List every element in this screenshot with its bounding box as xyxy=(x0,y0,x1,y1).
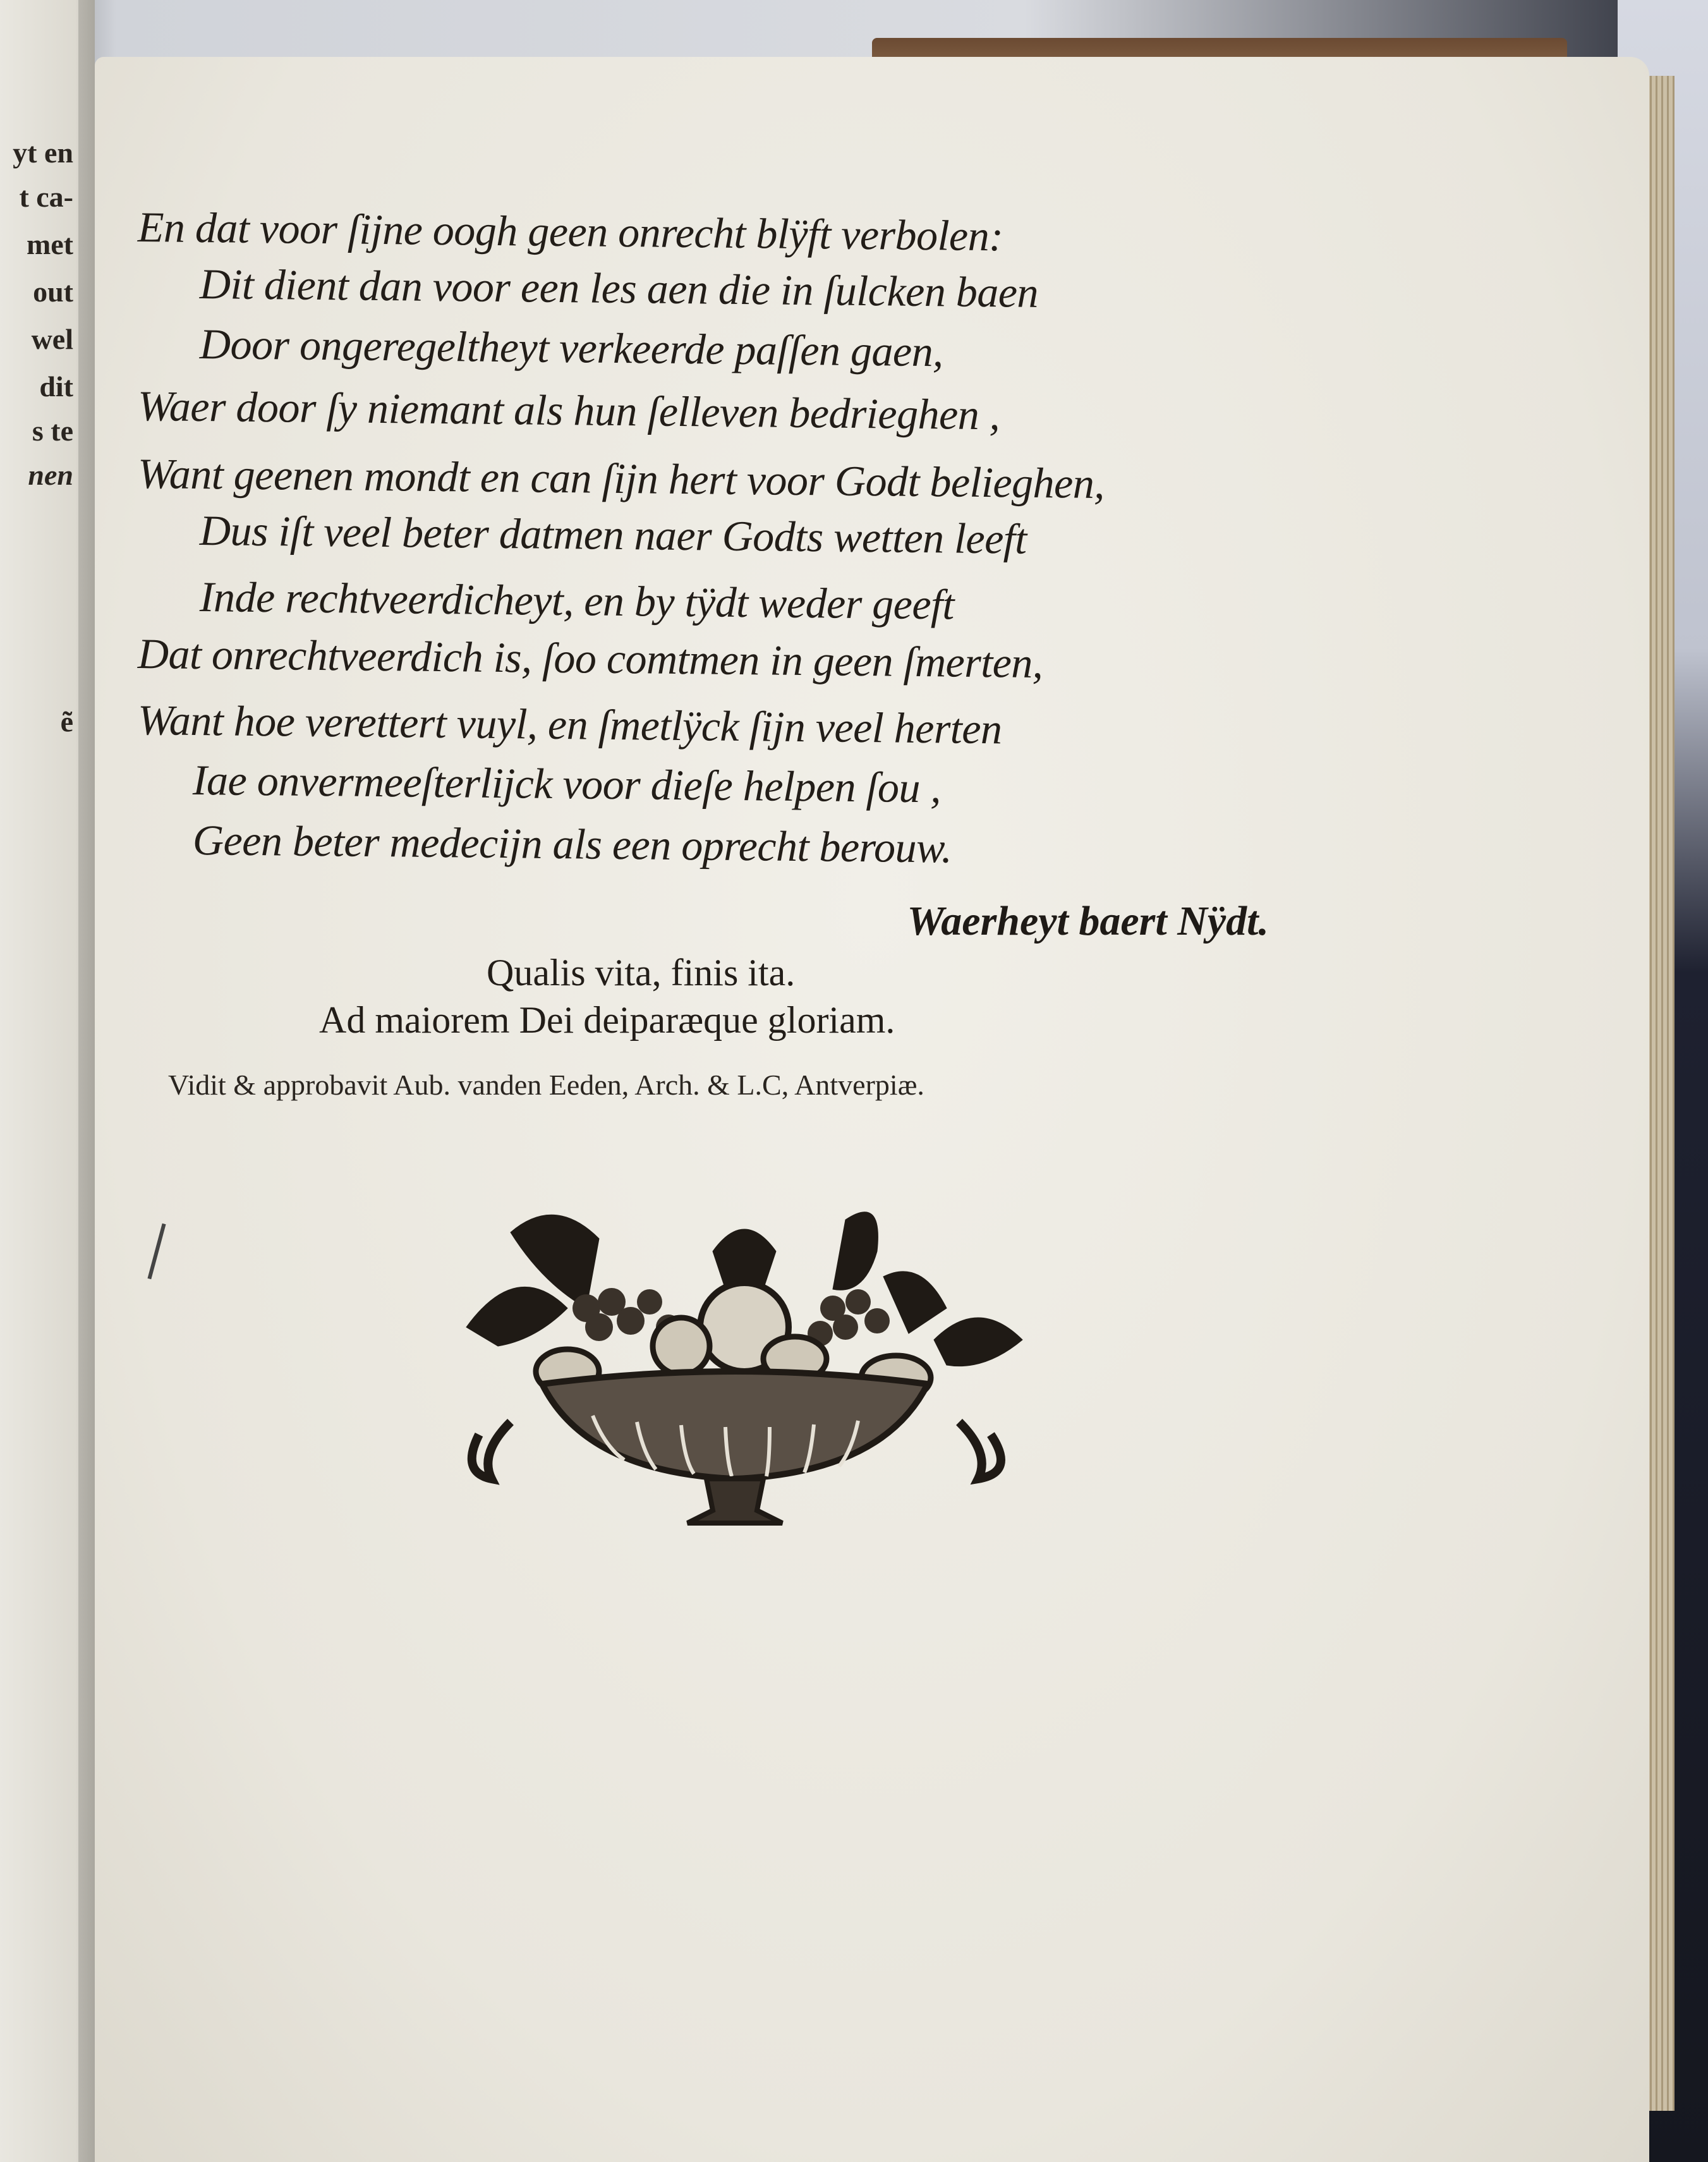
latin-line: Ad maiorem Dei deiparæque gloriam. xyxy=(319,999,895,1041)
verse-line: Door ongeregeltheyt verkeerde paſſen gaen, xyxy=(199,320,944,376)
motto: Waerheyt baert Nÿdt. xyxy=(907,898,1269,944)
left-fragment: met xyxy=(26,228,73,260)
verse-line: Dat onrechtveerdich is, ſoo comtmen in geen ſmerten, xyxy=(137,629,1043,687)
verse-line: Want geenen mondt en can ſijn hert voor Godt belieghen, xyxy=(137,449,1105,508)
left-fragment: yt en xyxy=(13,137,73,169)
verse-line: Want hoe verettert vuyl, en ſmetlÿck ſijn veel herten xyxy=(137,696,1002,753)
verse-line: Inde rechtveerdicheyt, en by tÿdt weder geeft xyxy=(199,573,955,629)
verse-line: Dus iſt veel beter datmen naer Godts wetten leeft xyxy=(199,506,1027,563)
left-fragment: ẽ xyxy=(60,705,73,738)
approbation: Vidit & approbavit Aub. vanden Eeden, Arch. & L.C, Antverpiæ. xyxy=(168,1069,924,1101)
verse-line: Waer door ſy niemant als hun ſelleven bedrieghen , xyxy=(137,382,1000,439)
left-fragment: s te xyxy=(32,415,73,447)
left-fragment: out xyxy=(33,276,73,308)
fruit-basket-woodcut-icon xyxy=(441,1182,1029,1561)
left-fragment: dit xyxy=(39,370,73,403)
latin-line: Qualis vita, finis ita. xyxy=(487,952,796,993)
verse-line: Dit dient dan voor een les aen die in ſulcken baen xyxy=(199,260,1039,317)
verse-line: Geen beter medecijn als een oprecht berouw. xyxy=(192,816,952,872)
verse-line: En dat voor ſijne oogh geen onrecht blÿft verbolen: xyxy=(137,203,1003,260)
left-fragment: t ca- xyxy=(19,181,73,213)
left-fragment: wel xyxy=(31,323,73,355)
left-fragment: nen xyxy=(28,459,73,491)
verse-line: Iae onvermeeſterlijck voor dieſe helpen ſou , xyxy=(192,756,942,812)
